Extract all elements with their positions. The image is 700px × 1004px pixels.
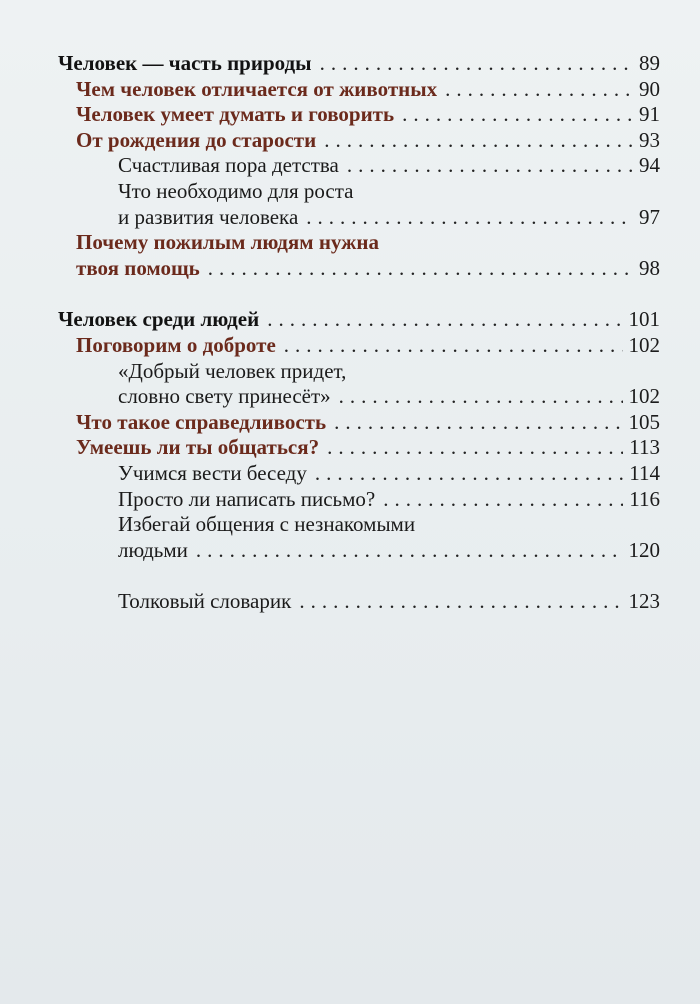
dot-leader <box>299 587 622 615</box>
toc-entry-line-continued <box>76 228 379 256</box>
toc-entry-line <box>58 305 660 333</box>
toc-entry-title: Поговорим о доброте <box>76 333 276 357</box>
dot-leader <box>267 305 622 333</box>
dot-leader <box>196 536 623 564</box>
toc-entry-line <box>76 75 660 103</box>
toc-page-number: 123 <box>628 589 660 613</box>
toc-entry-title: Чем человек отличается от животных <box>76 77 438 101</box>
dot-leader <box>284 331 623 359</box>
dot-leader <box>334 408 622 436</box>
toc-page-number: 97 <box>639 205 660 229</box>
toc-page-number: 105 <box>628 410 660 434</box>
dot-leader <box>324 126 633 154</box>
toc-entry-line <box>76 254 660 282</box>
toc-entry-line <box>76 126 660 154</box>
toc-entry-title: Толковый словарик <box>118 589 292 613</box>
toc-page-number: 94 <box>639 153 660 177</box>
toc-page-number: 91 <box>639 102 660 126</box>
dot-leader <box>402 100 633 128</box>
dot-leader <box>315 459 623 487</box>
toc-entry-title: Что необходимо для роста <box>118 179 354 203</box>
dot-leader <box>383 485 623 513</box>
toc-entry-title: Счастливая пора детства <box>118 153 339 177</box>
toc-page-number: 102 <box>628 333 660 357</box>
toc-entry-line <box>118 536 660 564</box>
dot-leader <box>320 49 633 77</box>
toc-entry-title: «Добрый человек придет, <box>118 359 347 383</box>
toc-entry-title: Учимся вести беседу <box>118 461 307 485</box>
toc-page-number: 116 <box>629 487 660 511</box>
toc-entry-title: Что такое справедливость <box>76 410 327 434</box>
toc-entry-line <box>118 485 660 513</box>
toc-entry-line <box>76 100 660 128</box>
toc-entry-title: Почему пожилым людям нужна <box>76 230 379 254</box>
dot-leader <box>445 75 633 103</box>
toc-page-number: 98 <box>639 256 660 280</box>
toc-entry-title: Человек среди людей <box>58 307 260 331</box>
toc-entry-line <box>118 151 660 179</box>
dot-leader <box>339 382 623 410</box>
toc-entry-line-continued <box>118 357 346 385</box>
toc-entry-title: и развития человека <box>118 205 299 229</box>
toc-entry-line <box>118 382 660 410</box>
dot-leader <box>208 254 633 282</box>
toc-entry-title: Человек умеет думать и говорить <box>76 102 395 126</box>
toc-entry-line <box>118 203 660 231</box>
dot-leader <box>327 433 623 461</box>
toc-entry-title: Умеешь ли ты общаться? <box>76 435 320 459</box>
toc-entry-title: Человек — часть природы <box>58 51 312 75</box>
toc-entry-title: твоя помощь <box>76 256 200 280</box>
toc-entry-line <box>118 587 660 615</box>
toc-page-number: 89 <box>639 51 660 75</box>
toc-entry-line-continued <box>118 177 353 205</box>
toc-entry-line <box>118 459 660 487</box>
toc-page-number: 120 <box>628 538 660 562</box>
toc-page-number: 90 <box>639 77 660 101</box>
toc-entry-title: Избегай общения с незнакомыми <box>118 512 416 536</box>
toc-page-number: 93 <box>639 128 660 152</box>
toc-entry-line <box>58 49 660 77</box>
toc-page-number: 101 <box>628 307 660 331</box>
toc-page-number: 102 <box>628 384 660 408</box>
toc-entry-title: Просто ли написать письмо? <box>118 487 376 511</box>
toc-entry-line <box>76 408 660 436</box>
toc-entry-title: От рождения до старости <box>76 128 317 152</box>
toc-entry-title: людьми <box>118 538 188 562</box>
toc-entry-line <box>76 433 660 461</box>
toc-page-number: 114 <box>629 461 660 485</box>
toc-entry-title: словно свету принесёт» <box>118 384 331 408</box>
dot-leader <box>347 151 633 179</box>
toc-page-number: 113 <box>629 435 660 459</box>
toc-entry-line <box>76 331 660 359</box>
dot-leader <box>306 203 633 231</box>
toc-entry-line-continued <box>118 510 415 538</box>
